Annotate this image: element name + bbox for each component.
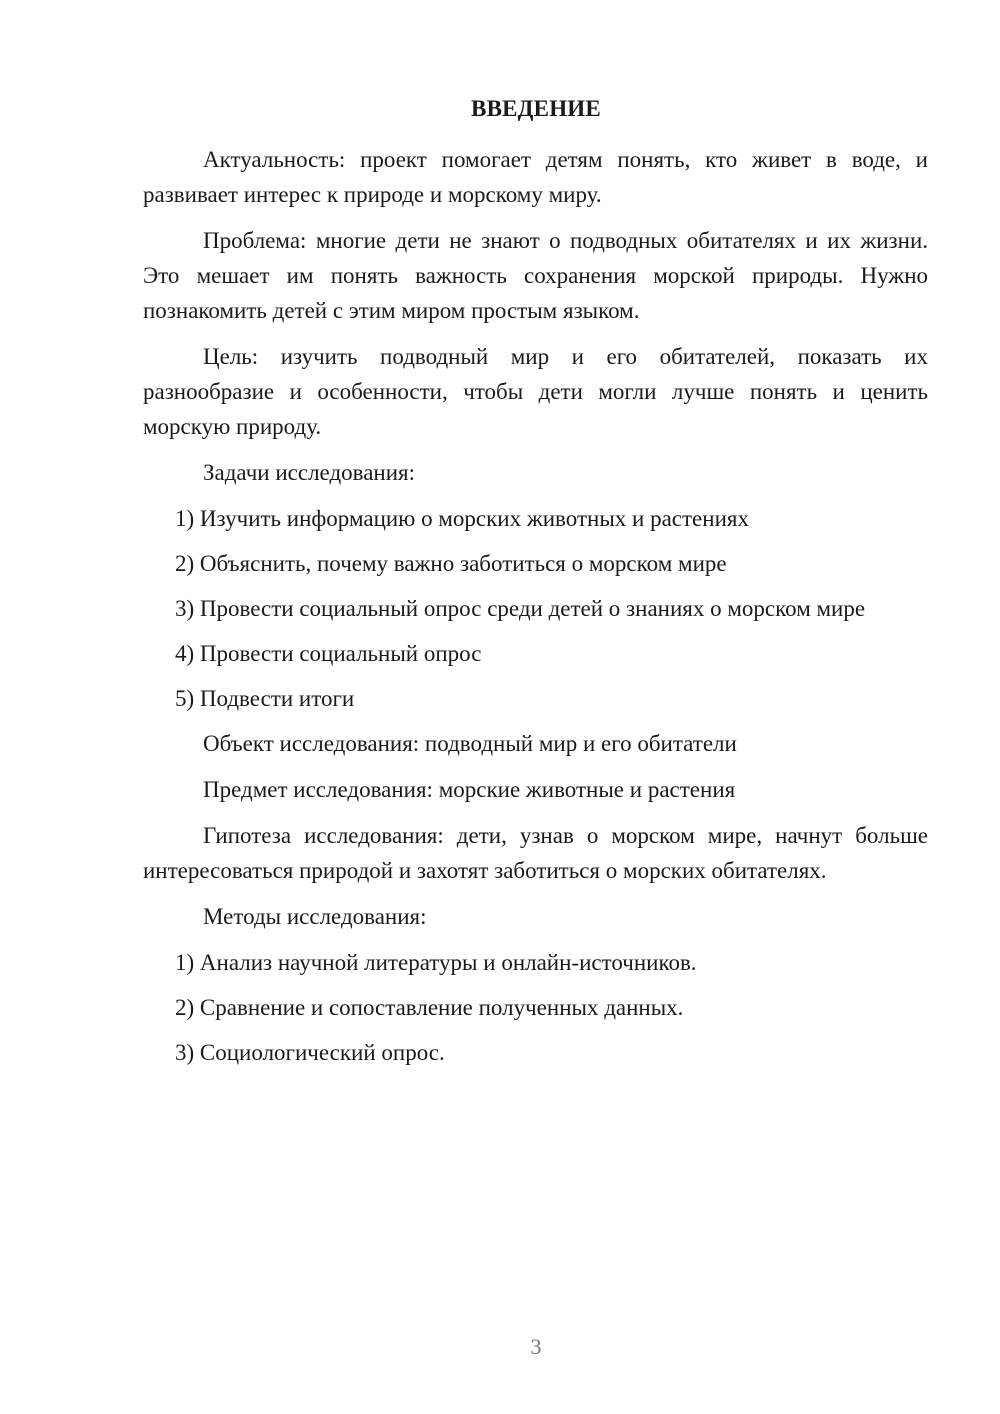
- task-item: 2) Объяснить, почему важно заботиться о морском мире: [175, 551, 727, 576]
- method-item: 3) Социологический опрос.: [175, 1040, 445, 1065]
- task-item: 3) Провести социальный опрос среди детей о знаниях о морском мире: [175, 596, 866, 621]
- method-item: 2) Сравнение и сопоставление полученных данных.: [175, 995, 684, 1020]
- relevance-paragraph: Актуальность: проект помогает детям понять, кто живет в воде, и развивает интерес к природе и морскому миру.: [143, 147, 928, 207]
- subject-paragraph: Предмет исследования: морские животные и растения: [203, 777, 736, 802]
- method-item: 1) Анализ научной литературы и онлайн-источников.: [175, 950, 697, 975]
- page-number: 3: [530, 1334, 542, 1359]
- section-title: ВВЕДЕНИЕ: [471, 96, 601, 121]
- task-item: 4) Провести социальный опрос: [175, 641, 482, 666]
- document-body: [143, 142, 928, 1080]
- hypothesis-paragraph: Гипотеза исследования: дети, узнав о морском мире, начнут больше интересоваться природой и захотят заботиться о морских обитателях.: [143, 823, 928, 883]
- tasks-list: [143, 501, 928, 716]
- methods-heading: Методы исследования:: [203, 904, 427, 929]
- methods-list: [143, 945, 928, 1070]
- task-item: 5) Подвести итоги: [175, 686, 355, 711]
- tasks-heading: Задачи исследования:: [203, 460, 416, 485]
- goal-paragraph: Цель: изучить подводный мир и его обитателей, показать их разнообразие и особенности, чтобы дети могли лучше понять и ценить морскую природу.: [143, 344, 928, 439]
- task-item: 1) Изучить информацию о морских животных и растениях: [175, 506, 749, 531]
- object-paragraph: Объект исследования: подводный мир и его обитатели: [203, 731, 737, 756]
- problem-paragraph: Проблема: многие дети не знают о подводных обитателях и их жизни. Это мешает им понять важность сохранения морской природы. Нужно познакомить детей с этим миром простым языком.: [143, 228, 928, 323]
